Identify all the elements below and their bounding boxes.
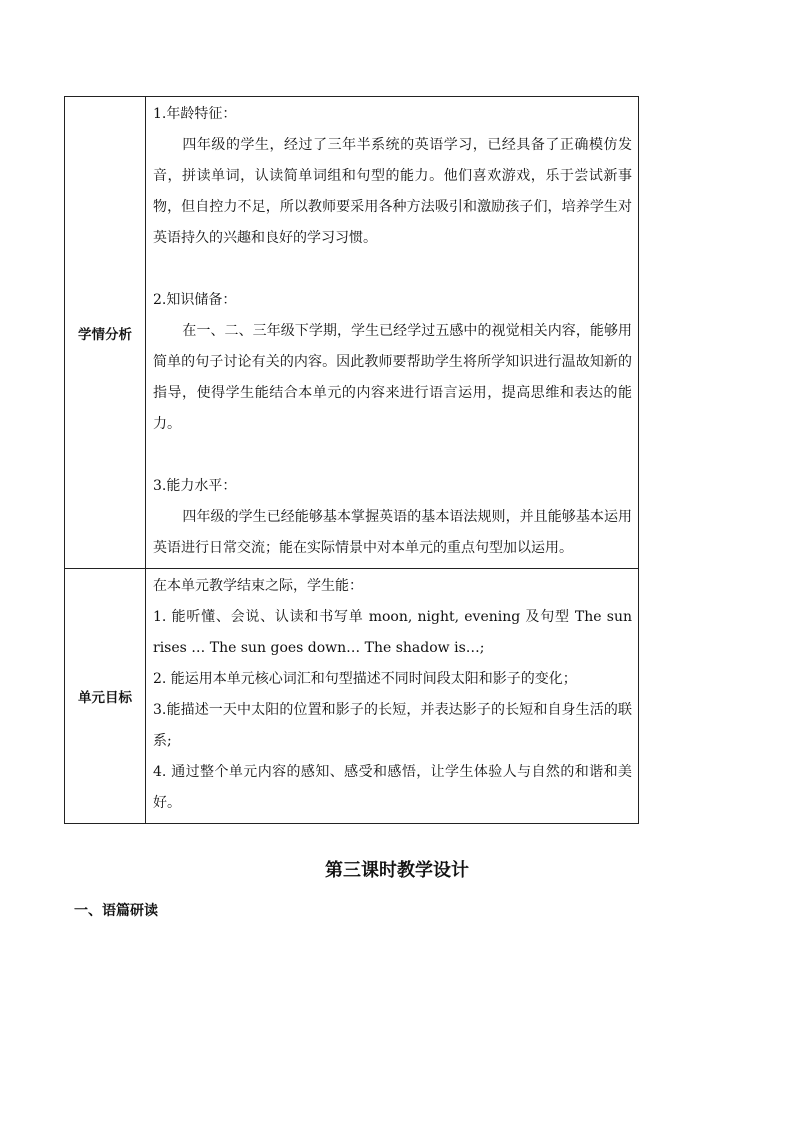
ability-level-heading: 3.能力水平： (153, 478, 237, 494)
unit-goal-item: 1. 能听懂、会说、认读和书写单 moon, night, evening 及句型 The sun rises … The sun goes down… The shadow is…; (153, 609, 632, 656)
learning-analysis-content (146, 97, 639, 569)
age-characteristics-heading: 1.年龄特征： (153, 106, 237, 122)
document-title: 第三课时教学设计 (325, 860, 469, 881)
learning-analysis-row (65, 97, 639, 569)
knowledge-reserve-heading: 2.知识储备： (153, 292, 237, 308)
ability-level-paragraph: 四年级的学生已经能够基本掌握英语的基本语法规则，并且能够基本运用英语进行日常交流；能在实际情景中对本单元的重点句型加以运用。 (153, 509, 632, 556)
unit-goals-intro: 在本单元教学结束之际，学生能： (153, 578, 363, 594)
age-characteristics-paragraph: 四年级的学生，经过了三年半系统的英语学习，已经具备了正确模仿发音，拼读单词，认读简单词组和句型的能力。他们喜欢游戏，乐于尝试新事物，但自控力不足，所以教师要采用各种方法吸引和激励孩子们，培养学生对英语持久的兴趣和良好的学习习惯。 (153, 137, 632, 246)
section-heading: 一、语篇研读 (74, 903, 158, 919)
unit-goal-item: 3.能描述一天中太阳的位置和影子的长短，并表达影子的长短和自身生活的联系; (153, 702, 632, 749)
unit-goal-item: 4. 通过整个单元内容的感知、感受和感悟，让学生体验人与自然的和谐和美好。 (153, 764, 632, 811)
spacer (153, 440, 632, 471)
spacer (153, 254, 632, 285)
unit-goals-label: 单元目标 (65, 569, 146, 824)
unit-goals-row (65, 569, 639, 824)
unit-goal-item: 2. 能运用本单元核心词汇和句型描述不同时间段太阳和影子的变化； (153, 671, 577, 687)
learning-analysis-label: 学情分析 (65, 97, 146, 569)
knowledge-reserve-paragraph: 在一、二、三年级下学期，学生已经学过五感中的视觉相关内容，能够用简单的句子讨论有关的内容。因此教师要帮助学生将所学知识进行温故知新的指导，使得学生能结合本单元的内容来进行语言运用，提高思维和表达的能力。 (153, 323, 632, 432)
unit-goals-content (146, 569, 639, 824)
lesson-plan-table (64, 96, 639, 824)
